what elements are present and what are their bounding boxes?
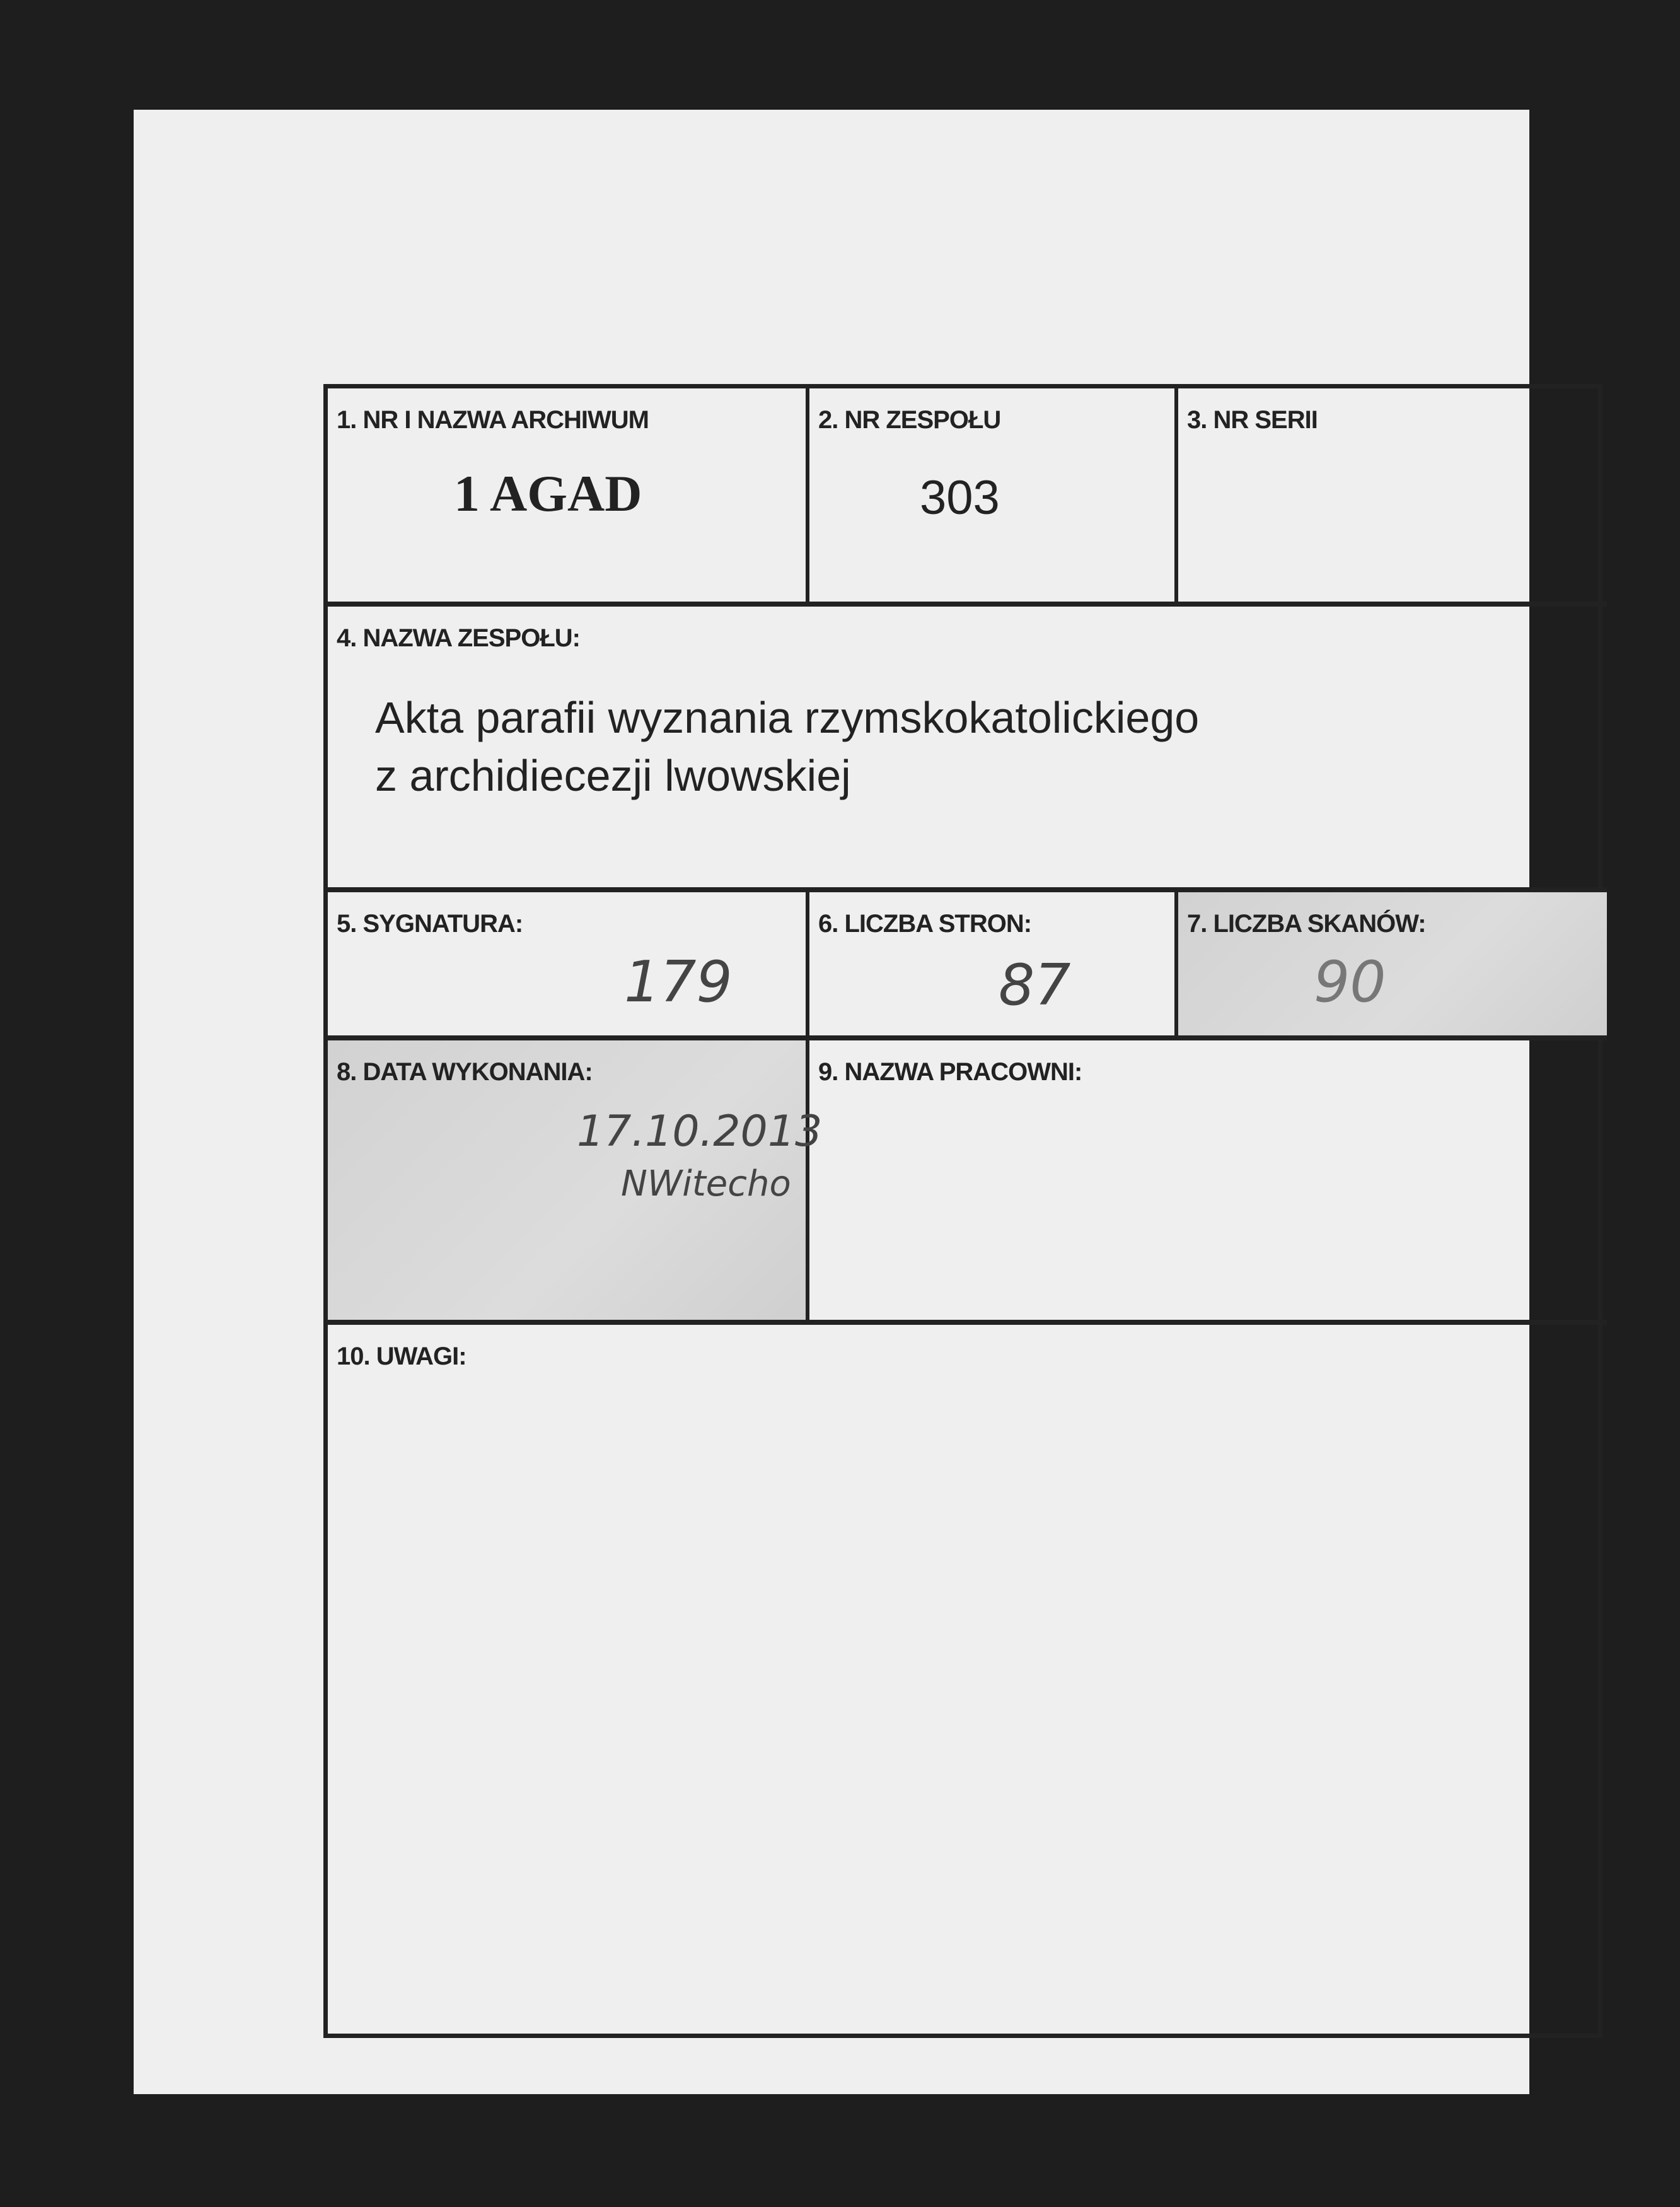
metadata-form (323, 384, 1602, 2038)
archive-cell (328, 388, 809, 607)
fonds-name-cell (328, 607, 1607, 892)
fonds-number-cell (809, 388, 1178, 607)
workshop-label: 9. NAZWA PRACOWNI: (818, 1058, 1082, 1086)
scans-value: 90 (1314, 949, 1386, 1015)
workshop-cell (809, 1040, 1607, 1325)
series-number-label: 3. NR SERII (1187, 406, 1318, 434)
scans-label: 7. LICZBA SKANÓW: (1187, 910, 1426, 938)
scans-cell (1178, 892, 1607, 1040)
remarks-cell (328, 1325, 1607, 2034)
pages-cell (809, 892, 1178, 1040)
fonds-name-label: 4. NAZWA ZESPOŁU: (337, 624, 580, 652)
fonds-name-line2: z archidiecezji lwowskiej (375, 751, 851, 800)
fonds-number-value: 303 (920, 471, 1000, 525)
date-cell (328, 1040, 823, 1325)
document-sheet (134, 110, 1529, 2094)
remarks-label: 10. UWAGI: (337, 1342, 466, 1370)
pages-label: 6. LICZBA STRON: (818, 910, 1032, 938)
date-label: 8. DATA WYKONANIA: (337, 1058, 593, 1086)
archive-label: 1. NR I NAZWA ARCHIWUM (337, 406, 649, 434)
date-value: 17.10.2013 (577, 1107, 823, 1156)
signature-cell (328, 892, 809, 1040)
signature-value: 179 (624, 949, 733, 1015)
fonds-number-label: 2. NR ZESPOŁU (818, 406, 1001, 434)
pages-value: 87 (999, 952, 1071, 1018)
archive-value: 1 AGAD (454, 465, 642, 522)
series-number-cell (1178, 388, 1607, 607)
fonds-name-line1: Akta parafii wyznania rzymskokatolickiego (375, 693, 1200, 742)
signer-initials: NWitecho (621, 1163, 791, 1204)
signature-label: 5. SYGNATURA: (337, 910, 523, 938)
